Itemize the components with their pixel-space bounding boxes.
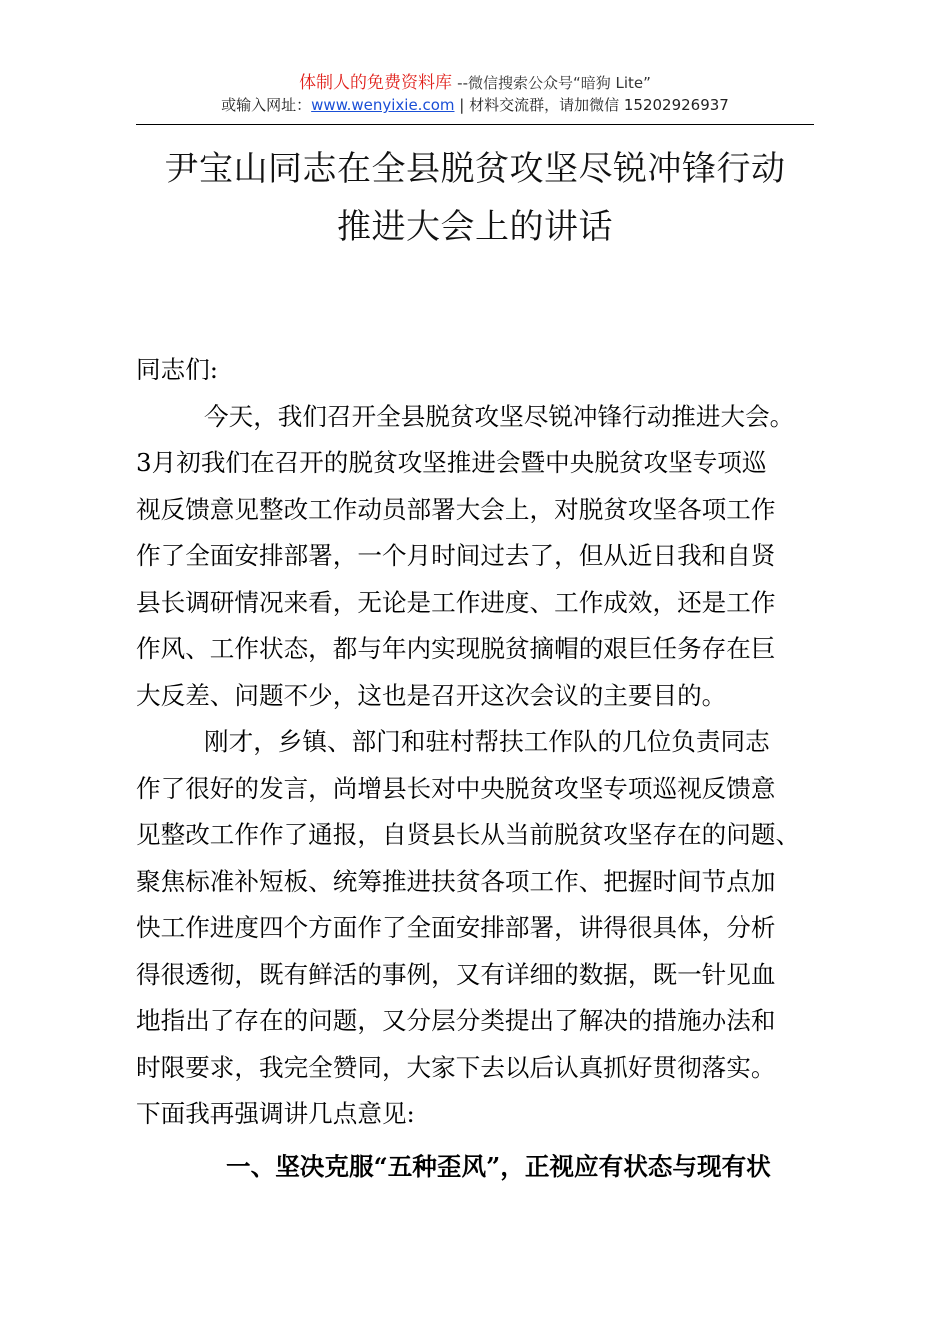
paragraph-line: 今天，我们召开全县脱贫攻坚尽锐冲锋行动推进大会。 <box>204 401 795 431</box>
paragraph-line: 视反馈意见整改工作动员部署大会上，对脱贫攻坚各项工作 <box>136 494 776 524</box>
document-body <box>136 347 826 1190</box>
paragraph-line: 县长调研情况来看，无论是工作进度、工作成效，还是工作 <box>136 587 776 617</box>
header-url-prefix: 或输入网址： <box>221 96 312 114</box>
header-wechat-text: --微信搜索公众号“暗狗 Lite” <box>457 74 651 92</box>
paragraph-line: 刚才，乡镇、部门和驻村帮扶工作队的几位负责同志 <box>204 727 770 756</box>
section-heading-1: 一、坚决克服“五种歪风”，正视应有状态与现有状 <box>226 1151 771 1181</box>
paragraph-line: 时限要求，我完全赞同，大家下去以后认真抓好贯彻落实。 <box>136 1052 776 1082</box>
header-url-link[interactable]: www.wenyixie.com <box>311 96 455 114</box>
paragraph-line: 聚焦标准补短板、统筹推进扶贫各项工作、把握时间节点加 <box>136 866 776 896</box>
page-header <box>136 72 814 116</box>
header-promo-line <box>136 72 814 94</box>
paragraph-line: 3月初我们在召开的脱贫攻坚推进会暨中央脱贫攻坚专项巡 <box>136 448 767 477</box>
header-divider <box>136 124 814 125</box>
header-contact-line <box>136 94 814 116</box>
header-contact: | 材料交流群，请加微信 15202926937 <box>459 96 729 114</box>
title-line-2: 推进大会上的讲话 <box>337 207 613 247</box>
paragraph-2 <box>136 719 826 1138</box>
paragraph-line: 下面我再强调讲几点意见: <box>136 1099 415 1128</box>
paragraph-line: 大反差、问题不少，这也是召开这次会议的主要目的。 <box>136 680 727 710</box>
paragraph-line: 地指出了存在的问题，又分层分类提出了解决的措施办法和 <box>136 1006 776 1035</box>
paragraph-line: 见整改工作作了通报，自贤县长从当前脱贫攻坚存在的问题、 <box>136 820 801 849</box>
paragraph-line: 作了很好的发言，尚增县长对中央脱贫攻坚专项巡视反馈意 <box>136 773 776 803</box>
title-line-1: 尹宝山同志在全县脱贫攻坚尽锐冲锋行动 <box>164 149 786 189</box>
paragraph-line: 得很透彻，既有鲜活的事例，又有详细的数据，既一针见血 <box>136 959 776 989</box>
paragraph-line: 快工作进度四个方面作了全面安排部署，讲得很具体，分析 <box>136 913 776 942</box>
header-brand: 体制人的免费资料库 <box>299 73 453 93</box>
paragraph-1 <box>136 394 826 720</box>
salutation: 同志们: <box>136 355 219 384</box>
document-title <box>100 140 850 256</box>
paragraph-line: 作风、工作状态，都与年内实现脱贫摘帽的艰巨任务存在巨 <box>136 634 776 663</box>
paragraph-line: 作了全面安排部署，一个月时间过去了，但从近日我和自贤 <box>136 541 776 570</box>
